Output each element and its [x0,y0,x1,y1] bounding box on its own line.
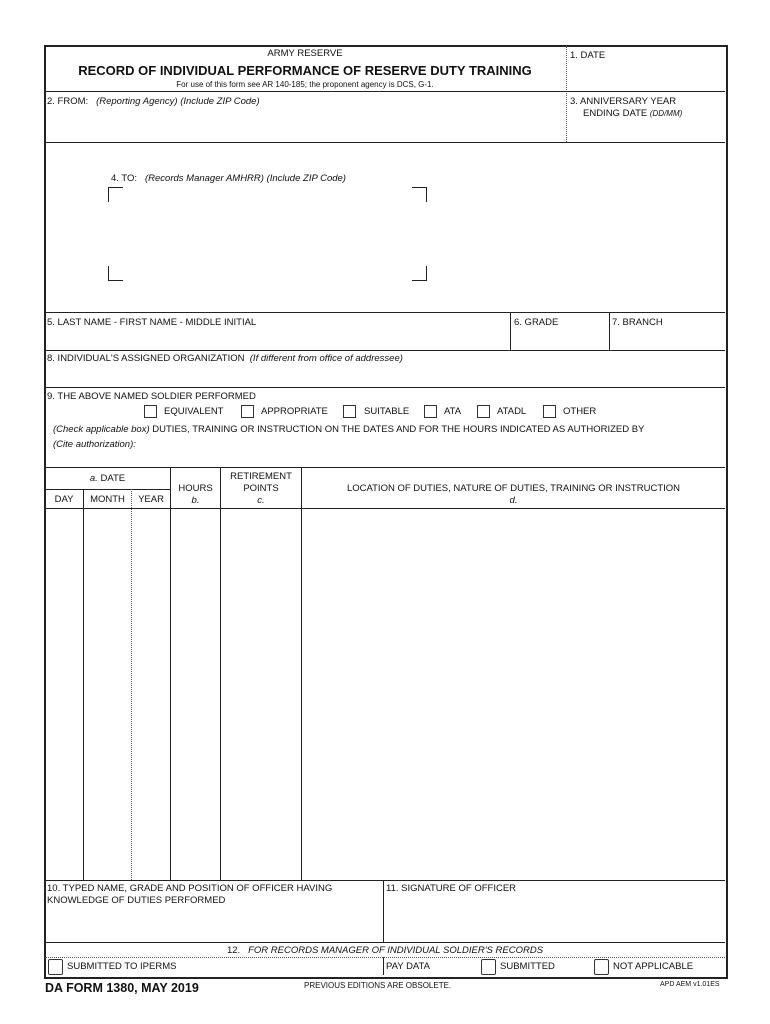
anniversary-label-2 [583,108,682,119]
divider [45,467,725,468]
checkbox-submitted[interactable] [481,959,496,975]
divider [45,142,725,143]
obsolete-notice: PREVIOUS EDITIONS ARE OBSOLETE. [304,981,452,990]
from-label-text: 2. FROM: [47,96,89,107]
branch-label: 7. BRANCH [612,317,663,328]
month-column-field[interactable] [84,509,131,880]
organization-hint: (If different from office of addressee) [249,353,403,364]
anniversary-label: 3. ANNIVERSARY YEAR [570,96,677,107]
checkbox-ata[interactable] [424,405,437,418]
section12-number: 12. [226,945,241,956]
form-subtitle: For use of this form see AR 140-185; the proponent agency is DCS, G-1. [176,80,434,89]
agency-label: ARMY RESERVE [267,48,343,59]
not-applicable-label: NOT APPLICABLE [613,961,694,972]
hours-header: HOURS [178,483,213,494]
checkbox-other[interactable] [543,405,556,418]
option-ata: ATA [444,406,462,417]
month-header: MONTH [90,494,125,505]
divider [45,942,725,943]
check-hint: (Check applicable box) [53,424,150,435]
divider [45,387,725,388]
divider [383,957,384,975]
organization-label [47,353,403,364]
section12-header [45,945,725,956]
section12-label: FOR RECORDS MANAGER OF INDIVIDUAL SOLDIER'S RECORDS [248,945,544,956]
checkbox-not-applicable[interactable] [594,959,609,975]
form-id: DA FORM 1380, MAY 2019 [45,981,199,995]
organization-label-text: 8. INDIVIDUAL'S ASSIGNED ORGANIZATION [47,353,245,364]
authorization-field[interactable] [150,436,720,464]
checkbox-suitable[interactable] [343,405,356,418]
location-header: LOCATION OF DUTIES, NATURE OF DUTIES, TRAINING OR INSTRUCTION [346,483,681,494]
checkbox-appropriate[interactable] [241,405,254,418]
corner-mark [108,187,123,202]
from-label [47,96,260,107]
officer-name-label: 10. TYPED NAME, GRADE AND POSITION OF OFFICER HAVING [47,883,333,894]
name-label: 5. LAST NAME - FIRST NAME - MIDDLE INITIAL [47,317,257,328]
checkbox-atadl[interactable] [477,405,490,418]
hours-sub: b. [191,495,200,506]
date-label: 1. DATE [570,50,606,61]
location-column-field[interactable] [302,509,725,880]
divider [45,489,170,490]
version-label: APD AEM v1.01ES [660,981,720,988]
pay-data-label: PAY DATA [386,961,430,972]
checkbox-equivalent[interactable] [144,405,157,418]
hours-column-field[interactable] [171,509,220,880]
anniversary-hint: (DD/MM) [649,109,683,118]
day-header: DAY [54,494,74,505]
year-column-field[interactable] [132,509,170,880]
option-appropriate: APPROPRIATE [261,406,328,417]
to-label [111,173,346,184]
ret-sub: c. [257,495,265,506]
option-suitable: SUITABLE [364,406,410,417]
to-label-text: 4. TO: [111,173,138,184]
date-group-letter: a. [89,473,98,484]
year-header: YEAR [138,494,164,505]
option-other: OTHER [563,406,597,417]
officer-name-label-2: KNOWLEDGE OF DUTIES PERFORMED [47,895,226,906]
date-group-header [45,473,170,484]
divider [45,957,725,958]
ret-header-2: POINTS [243,483,279,494]
to-address-field[interactable] [110,187,426,283]
grade-label: 6. GRADE [514,317,559,328]
submitted-label: SUBMITTED [500,961,555,972]
corner-mark [108,266,123,281]
anniversary-label-text: ENDING DATE [583,108,648,119]
corner-mark [412,266,427,281]
cite-label: (Cite authorization): [53,439,136,450]
submitted-iperms-label: SUBMITTED TO IPERMS [67,961,177,972]
location-sub: d. [509,495,518,506]
section9-label: 9. THE ABOVE NAMED SOLDIER PERFORMED [47,391,256,402]
statement-text: DUTIES, TRAINING OR INSTRUCTION ON THE DATES AND FOR THE HOURS INDICATED AS AUTHORIZED BY [149,424,645,435]
points-column-field[interactable] [221,509,301,880]
checkbox-submitted-iperms[interactable] [48,959,63,975]
form-title: RECORD OF INDIVIDUAL PERFORMANCE OF RESERVE DUTY TRAINING [78,63,532,78]
day-column-field[interactable] [45,509,83,880]
date-group-text: DATE [100,473,126,484]
from-hint: (Reporting Agency) (Include ZIP Code) [96,96,260,107]
option-equivalent: EQUIVALENT [164,406,224,417]
signature-label: 11. SIGNATURE OF OFFICER [386,883,517,894]
section9-statement [53,424,644,435]
ret-header-1: RETIREMENT [230,471,292,482]
corner-mark [412,187,427,202]
option-atadl: ATADL [497,406,527,417]
to-hint: (Records Manager AMHRR) (Include ZIP Code) [144,173,346,184]
